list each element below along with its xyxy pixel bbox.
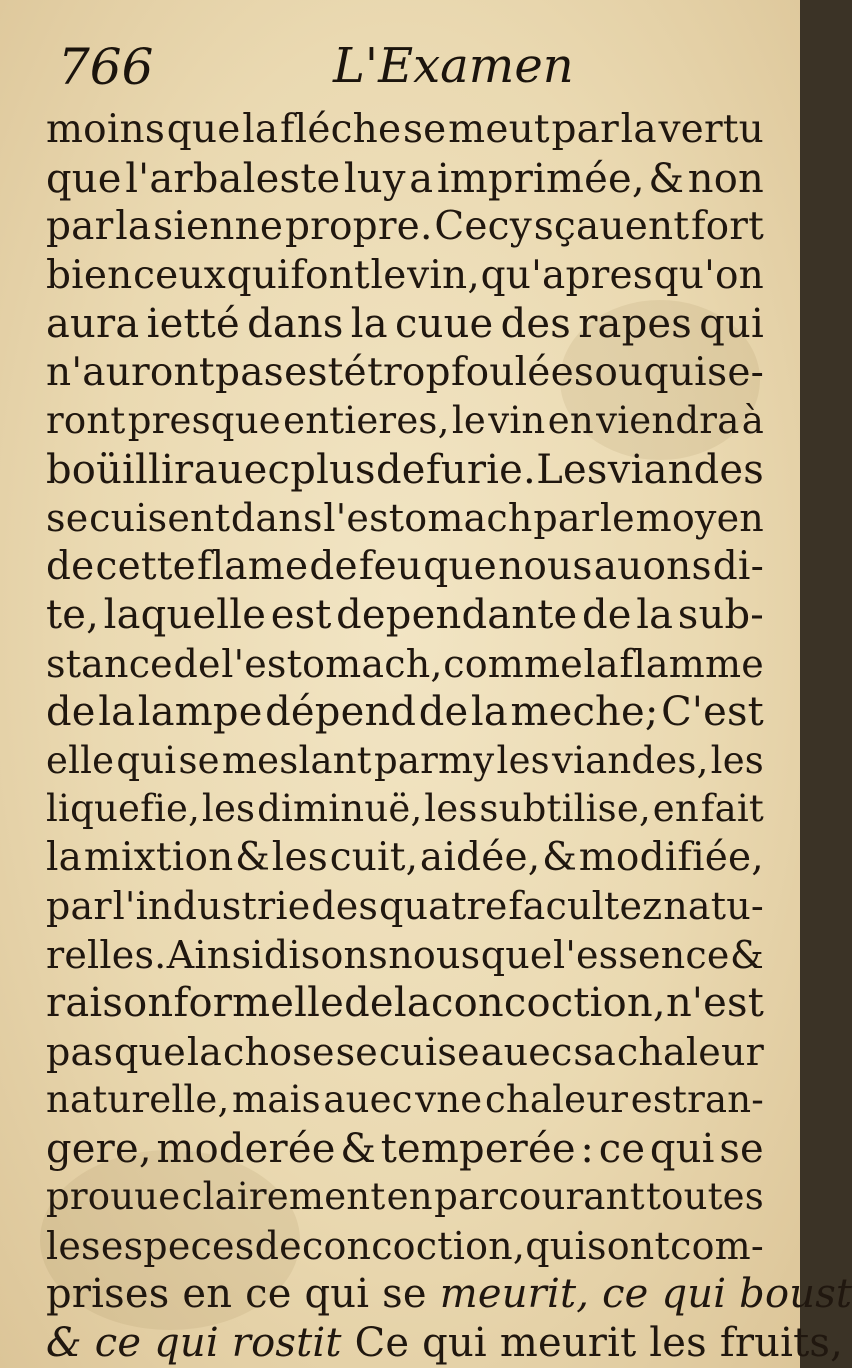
word: la (115, 204, 152, 249)
word: chaleur (616, 1029, 764, 1074)
text-line (46, 106, 764, 155)
word: te, (46, 592, 100, 638)
word: moderée (156, 1125, 336, 1172)
word: se (335, 1029, 378, 1074)
word: que (166, 107, 241, 152)
word: auons (593, 543, 712, 589)
word: cuise (378, 1029, 480, 1074)
word: par (46, 204, 114, 249)
word: pas (215, 349, 284, 395)
word: aura (46, 301, 140, 347)
word: que (480, 932, 553, 977)
word: sienne (153, 204, 284, 249)
word: cuisent (89, 496, 231, 540)
word: a (409, 155, 434, 202)
word: subtilise, (479, 787, 651, 830)
word: pas (46, 1029, 114, 1074)
word: qui (226, 252, 290, 298)
text-line (46, 931, 764, 980)
word: estran- (630, 1078, 764, 1121)
word: sub- (677, 592, 764, 638)
word: la (242, 107, 279, 152)
word: & (235, 834, 271, 880)
italic-phrase: & ce qui rostit (46, 1319, 342, 1366)
text-line (46, 591, 764, 640)
text-line (46, 640, 764, 689)
word: de (46, 689, 96, 735)
running-head: L'Examen (333, 38, 574, 94)
word: bien (46, 252, 133, 298)
word: parmy (373, 738, 495, 782)
word: qui (699, 301, 764, 347)
word: imprimée, (436, 155, 645, 202)
word: auec (480, 1029, 573, 1074)
word: liquefie, (46, 787, 201, 830)
word: l'estomach, (221, 641, 443, 686)
word: la (350, 301, 388, 347)
text-segment: prises en ce qui se (46, 1271, 427, 1317)
word: les (710, 738, 764, 782)
word: elle (46, 738, 115, 782)
word: propre. (284, 204, 433, 249)
word: sçauent (533, 204, 690, 249)
word: la (636, 592, 674, 638)
text-segment: Ce qui meurit les fruits, (354, 1319, 844, 1366)
text-line (46, 979, 764, 1028)
word: vin (488, 399, 546, 442)
text-line (46, 543, 764, 592)
word: nous (498, 543, 593, 589)
word: qui (116, 738, 177, 782)
word: les (496, 738, 550, 782)
word: non (687, 155, 764, 202)
text-line (46, 252, 764, 301)
word: vne (415, 1078, 483, 1121)
word: plus (290, 446, 376, 493)
word: de (581, 592, 632, 638)
word: ou (594, 349, 644, 395)
word: la (470, 689, 508, 735)
word: l'arbaleste (125, 155, 341, 202)
word: comme (443, 641, 583, 686)
word: viandes (607, 446, 764, 493)
word: de (46, 543, 95, 589)
word: fait (700, 787, 764, 830)
word: clairement (181, 1175, 386, 1218)
word: luy (343, 155, 406, 202)
word: de (254, 1223, 302, 1268)
word: l'essence (552, 932, 730, 977)
word: concoction, (431, 980, 666, 1026)
word: esté (284, 349, 367, 395)
text-line (46, 1222, 764, 1271)
word: naturelle, (46, 1078, 230, 1121)
word: qu'on (653, 252, 764, 298)
word: que (46, 155, 122, 202)
text-line (46, 349, 764, 398)
word: la (46, 834, 83, 880)
word: furie. (425, 446, 536, 493)
word: la (186, 1029, 223, 1074)
text-line (46, 397, 764, 446)
word: com- (670, 1223, 764, 1268)
text-line (46, 1173, 764, 1222)
text-line (46, 688, 764, 737)
word: en (386, 1175, 433, 1218)
word: nous (388, 932, 481, 977)
text-line (46, 1076, 764, 1125)
word: se (46, 496, 89, 540)
word: chaleur (484, 1078, 629, 1121)
word: cuue (395, 301, 494, 347)
text-line (46, 446, 764, 495)
word: de (344, 980, 394, 1026)
italic-phrase: meurit, ce qui boust (439, 1271, 852, 1317)
word: di- (712, 543, 764, 589)
word: natu- (663, 884, 764, 928)
word: les (46, 1223, 101, 1268)
word: flamme (619, 641, 764, 686)
word: n'auront (46, 349, 215, 395)
text-line (46, 1319, 844, 1368)
word: la (98, 689, 136, 735)
word: meslant (221, 738, 372, 782)
word: qui (649, 1125, 715, 1172)
word: disons (263, 932, 388, 977)
word: viendra (596, 399, 740, 442)
word: prouue (46, 1175, 181, 1218)
word: & (729, 932, 764, 977)
word: vin, (407, 252, 480, 298)
word: & (340, 1125, 377, 1172)
text-line (46, 155, 764, 204)
word: se (178, 738, 220, 782)
text-line (46, 737, 764, 786)
word: à (741, 399, 764, 442)
word: moins (46, 107, 166, 152)
text-line (46, 834, 764, 883)
word: dans (230, 496, 323, 540)
word: dans (247, 301, 344, 347)
word: auec (323, 1078, 413, 1121)
word: mixtion (83, 834, 234, 880)
word: diminuë, (257, 787, 423, 830)
page-number: 766 (58, 38, 154, 96)
word: presque (127, 399, 281, 442)
text-line (46, 300, 764, 349)
word: sont (587, 1223, 670, 1268)
word: est (270, 592, 332, 638)
text-line (46, 1028, 764, 1077)
word: laquelle (103, 592, 267, 638)
word: toutes (646, 1175, 764, 1218)
body-text (46, 106, 852, 1367)
text-line (46, 785, 764, 834)
word: le (599, 496, 635, 540)
word: en (547, 399, 594, 442)
word: le (451, 399, 486, 442)
word: aidée, (419, 834, 541, 880)
word: ce (598, 1125, 646, 1172)
word: vertu (658, 107, 764, 152)
word: dependante (336, 592, 578, 638)
word: facultez (508, 884, 663, 928)
word: C'est (661, 689, 764, 735)
word: gere, (46, 1125, 152, 1172)
word: n'est (665, 980, 764, 1026)
word: de (375, 446, 426, 493)
word: cette (95, 543, 196, 589)
text-line (46, 1125, 764, 1174)
word: foulées (450, 349, 595, 395)
word: qui (643, 349, 707, 395)
word: meche; (510, 689, 659, 735)
word: raison (46, 980, 174, 1026)
word: des (311, 884, 379, 928)
word: se (402, 107, 447, 152)
word: qui (525, 1223, 587, 1268)
word: modifiée, (578, 834, 764, 880)
word: les (424, 787, 478, 830)
word: & (648, 155, 685, 202)
word: les (201, 787, 256, 830)
word: & (542, 834, 578, 880)
word: l'estomach (323, 496, 533, 540)
word: les (271, 834, 328, 880)
word: la (583, 641, 619, 686)
word: quatre (378, 884, 508, 928)
word: par (551, 107, 619, 152)
word: que (423, 543, 497, 589)
word: ceux (133, 252, 226, 298)
word: par (46, 884, 112, 928)
word: par (533, 496, 600, 540)
word: le (370, 252, 407, 298)
word: Cecy (434, 204, 532, 249)
word: chose (223, 1029, 335, 1074)
word: parcourant (434, 1175, 645, 1218)
word: font (290, 252, 370, 298)
word: temperée (380, 1125, 576, 1172)
word: ront (46, 399, 126, 442)
word: fort (690, 204, 764, 249)
word: mais (232, 1078, 321, 1121)
word: flame (197, 543, 309, 589)
word: trop (367, 349, 451, 395)
word: la (620, 107, 657, 152)
text-line (46, 882, 764, 931)
word: : (580, 1125, 595, 1172)
word: fléche (280, 107, 402, 152)
word: lampe (137, 689, 263, 735)
word: des (500, 301, 572, 347)
word: feu (358, 543, 423, 589)
word: formelle (173, 980, 344, 1026)
word: dépend (265, 689, 417, 735)
word: de (418, 689, 469, 735)
word: meut (448, 107, 550, 152)
word: rapes (578, 301, 692, 347)
text-line (46, 1270, 852, 1319)
word: se (719, 1125, 764, 1172)
word: en (652, 787, 699, 830)
word: se- (707, 349, 764, 395)
word: Les (536, 446, 608, 493)
word: auec (193, 446, 291, 493)
word: l'industrie (112, 884, 311, 928)
word: entieres, (283, 399, 450, 442)
word: boüillir (46, 446, 194, 493)
text-line (46, 494, 764, 543)
page-header (58, 38, 748, 102)
word: Ainsi (166, 932, 264, 977)
word: ietté (146, 301, 240, 347)
word: la (393, 980, 431, 1026)
word: stance (46, 641, 173, 686)
word: de (173, 641, 221, 686)
text-line (46, 203, 764, 252)
word: que (114, 1029, 186, 1074)
word: especes (100, 1223, 255, 1268)
word: de (309, 543, 358, 589)
word: concoction, (301, 1223, 526, 1268)
word: relles. (46, 932, 167, 977)
word: moyen (635, 496, 764, 540)
word: cuit, (329, 834, 419, 880)
word: viandes, (551, 738, 709, 782)
word: sa (573, 1029, 616, 1074)
word: qu'apres (480, 252, 653, 298)
